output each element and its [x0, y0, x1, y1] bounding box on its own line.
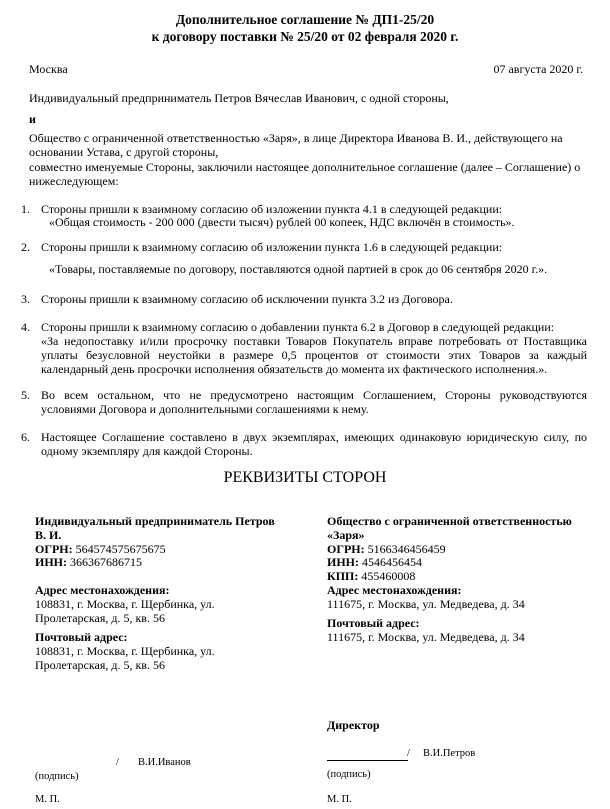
item-text: одному экземпляру для каждой Стороны. [41, 444, 253, 458]
left-address-line2: Пролетарская, д. 5, кв. 56 [35, 611, 165, 625]
item-text: Стороны пришли к взаимному согласию об изложении пункта 4.1 в следующей редакции: [41, 202, 503, 216]
left-address-line1: 108831, г. Москва, г. Щербинка, ул. [35, 597, 215, 611]
doc-title-line1: Дополнительное соглашение № ДП1-25/20 [175, 12, 435, 27]
date: 07 августа 2020 г. [493, 62, 583, 76]
right-signer-name: В.И.Петров [423, 748, 476, 759]
kpp-label: КПП: [327, 569, 359, 583]
ogrn-label: ОГРН: [327, 542, 365, 556]
left-signer-name: В.И.Иванов [138, 757, 191, 768]
right-postal-label: Почтовый адрес: [327, 616, 420, 630]
right-postal-line1: 111675, г. Москва, ул. Медведева, д. 34 [327, 630, 525, 644]
right-kpp [327, 569, 415, 584]
left-signature-caption: (подпись) [35, 771, 79, 782]
left-party-name-line1: Индивидуальный предприниматель Петров [35, 514, 275, 528]
item-text: условиями Договора и дополнительными соглашениями к нему. [41, 402, 369, 416]
left-inn [35, 555, 142, 570]
intro-line1: совместно именуемые Стороны, заключили настоящее дополнительное соглашение (далее – Соглашение) о [29, 160, 581, 174]
ogrn-label: ОГРН: [35, 542, 73, 556]
left-stamp-place: М. П. [35, 794, 60, 805]
kpp-value: 455460008 [361, 569, 416, 583]
item-quote: «Товары, поставляемые по договору, поставляются одной партией в срок до 06 сентября 2020 г.». [49, 262, 548, 276]
inn-label: ИНН: [327, 555, 359, 569]
right-signature-line [327, 760, 408, 761]
item-text: Во всем остальном, что не предусмотрено настоящим Соглашением, Стороны руководствуются [41, 388, 587, 402]
inn-value: 4546456454 [362, 555, 422, 569]
item-quote: уплаты безусловной неустойки в размере 0,5 процентов от стоимости этих Товаров за каждый [41, 348, 587, 362]
left-party-name-line2: В. И. [35, 528, 62, 542]
item-quote: «За недопоставку и/или просрочку поставки Товаров Покупатель вправе потребовать от Поставщика [41, 334, 587, 348]
requisites-title: РЕКВИЗИТЫ СТОРОН [223, 469, 387, 486]
right-inn [327, 555, 422, 570]
ogrn-value: 5166346456459 [367, 542, 446, 556]
item-text: Настоящее Соглашение составлено в двух экземплярах, имеющих одинаковую юридическую силу, по [41, 430, 587, 444]
inn-value: 366367686715 [70, 555, 142, 569]
right-stamp-place: М. П. [327, 794, 352, 805]
item-quote: «Общая стоимость - 200 000 (двести тысяч) рублей 00 копеек, НДС включён в стоимость». [49, 215, 515, 229]
left-postal-label: Почтовый адрес: [35, 630, 128, 644]
right-party-name-line1: Общество с ограниченной ответственностью [327, 514, 572, 528]
right-signature-caption: (подпись) [327, 769, 371, 780]
right-sign-slash: / [407, 748, 410, 759]
item-quote: календарный день просрочки исполнения обязательств до момента их фактического исполнения.». [41, 362, 548, 376]
party2-line2: основании Устава, с другой стороны, [29, 145, 219, 159]
item-text: Стороны пришли к взаимному согласию об изложении пункта 1.6 в следующей редакции: [41, 240, 503, 254]
intro-line2: нижеследующем: [29, 174, 119, 188]
item-text: Стороны пришли к взаимному согласию о добавлении пункта 6.2 в Договор в следующей редакции: [41, 320, 555, 334]
party2-line1: Общество с ограниченной ответственностью «Заря», в лице Директора Иванова В. И., действующего на [29, 131, 563, 145]
and-word: и [29, 112, 36, 126]
right-party-name-line2: «Заря» [327, 528, 365, 542]
item-number: 4. [21, 320, 30, 334]
right-position: Директор [327, 718, 380, 732]
left-postal-line2: Пролетарская, д. 5, кв. 56 [35, 658, 165, 672]
right-address-label: Адрес местонахождения: [327, 583, 462, 597]
item-number: 2. [21, 240, 30, 254]
item-number: 3. [21, 292, 30, 306]
item-number: 1. [21, 202, 30, 216]
doc-title-line2: к договору поставки № 25/20 от 02 февраля 2020 г. [151, 29, 459, 44]
ogrn-value: 564574575675675 [75, 542, 166, 556]
city: Москва [29, 62, 68, 76]
item-text: Стороны пришли к взаимному согласию об исключении пункта 3.2 из Договора. [41, 292, 453, 306]
party1: Индивидуальный предприниматель Петров Вячеслав Иванович, с одной стороны, [29, 91, 449, 105]
right-address-line1: 111675, г. Москва, ул. Медведева, д. 34 [327, 597, 525, 611]
left-postal-line1: 108831, г. Москва, г. Щербинка, ул. [35, 644, 215, 658]
item-number: 5. [21, 388, 30, 402]
item-number: 6. [21, 430, 30, 444]
left-sign-slash: / [116, 757, 119, 768]
left-address-label: Адрес местонахождения: [35, 583, 170, 597]
inn-label: ИНН: [35, 555, 67, 569]
